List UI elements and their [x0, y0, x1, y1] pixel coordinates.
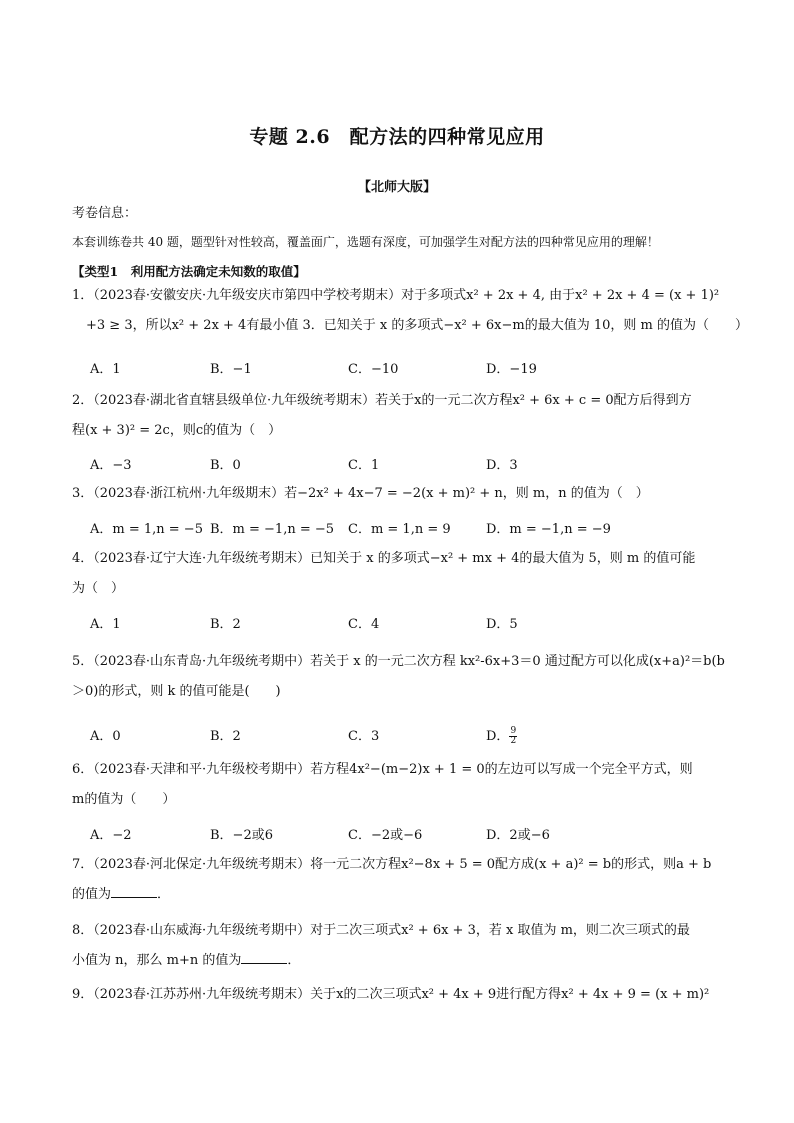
answer-blank[interactable]: [111, 885, 157, 898]
question-4: [72, 544, 695, 604]
question-stem-line: 程(x + 3)² = 2c，则c的值为（ ）: [72, 423, 282, 438]
option-b: B．0: [210, 458, 241, 473]
question-9: [72, 980, 709, 1010]
options-question-5: [90, 725, 730, 747]
question-8: [72, 916, 690, 976]
option-a: A．−2: [90, 828, 132, 843]
options-question-1: [90, 358, 730, 380]
option-d: D．2或−6: [486, 828, 550, 843]
options-question-2: [90, 454, 730, 476]
section-header-type-1: 【类型1 利用配方法确定未知数的取值】: [72, 264, 306, 279]
option-c: C．−2或−6: [348, 828, 423, 843]
question-5: [72, 647, 725, 707]
option-b: B．−2或6: [210, 828, 273, 843]
question-2: [72, 386, 692, 446]
option-d: [486, 725, 517, 746]
option-d: D．3: [486, 458, 518, 473]
question-stem-line: m的值为（ ）: [72, 792, 176, 807]
question-1: [72, 281, 748, 341]
option-a: A．−3: [90, 458, 132, 473]
page-title: 专题 2.6 配方法的四种常见应用: [249, 126, 545, 148]
question-stem-line: 9．（2023春·江苏苏州·九年级统考期末）关于x的二次三项式x² + 4x + 9进行配方得x² + 4x + 9 = (x + m)²: [72, 987, 710, 1002]
question-stem-line: [72, 946, 690, 976]
option-d: D．m = −1,n = −9: [486, 522, 611, 537]
option-d: D．5: [486, 617, 518, 632]
question-stem-line: 3．（2023春·浙江杭州·九年级期末）若−2x² + 4x−7 = −2(x + m)² + n，则 m，n 的值为（ ）: [72, 486, 649, 501]
option-a: A．0: [90, 729, 121, 744]
question-stem-line: 2．（2023春·湖北省直辖县级单位·九年级统考期末）若关于x的一元二次方程x² + 6x + c = 0配方后得到方: [72, 393, 692, 408]
fraction: [509, 727, 517, 746]
options-question-3: [90, 518, 730, 540]
option-a: A．1: [90, 362, 121, 377]
option-c: C．3: [348, 729, 380, 744]
question-stem-line: 1．（2023春·安徽安庆·九年级安庆市第四中学校考期末）对于多项式x² + 2x + 4, 由于x² + 2x + 4 = (x + 1)²: [72, 288, 720, 303]
question-stem-text: 的值为: [72, 887, 112, 902]
question-stem-line: 8．（2023春·山东威海·九年级统考期中）对于二次三项式x² + 6x + 3，若 x 取值为 m，则二次三项式的最: [72, 923, 690, 938]
exam-info-label: 考卷信息：: [72, 206, 138, 221]
fraction-numerator: 9: [510, 726, 517, 736]
option-d: D．−19: [486, 362, 537, 377]
options-question-4: [90, 613, 730, 635]
question-stem-line: 4．（2023春·辽宁大连·九年级统考期末）已知关于 x 的多项式−x² + mx + 4的最大值为 5，则 m 的值可能: [72, 551, 696, 566]
option-a: A．m = 1,n = −5: [90, 522, 203, 537]
fraction-denominator: 2: [510, 736, 517, 746]
option-b: B．2: [210, 729, 241, 744]
option-a: A．1: [90, 617, 121, 632]
option-d-label: D．: [486, 729, 510, 744]
question-3: [72, 479, 649, 509]
question-stem-line: ＞0)的形式，则 k 的值可能是( ): [72, 684, 281, 699]
question-6: [72, 755, 693, 815]
edition-label: 【北师大版】: [357, 180, 436, 195]
options-question-6: [90, 824, 730, 846]
question-stem-line: 5．（2023春·山东青岛·九年级统考期中）若关于 x 的一元二次方程 kx²-6x+3＝0 通过配方可以化成(x+a)²＝b(b: [72, 654, 725, 669]
question-stem-line: 7．（2023春·河北保定·九年级统考期末）将一元二次方程x²−8x + 5 = 0配方成(x + a)² = b的形式，则a + b: [72, 857, 712, 872]
intro-text: 本套训练卷共 40 题，题型针对性较高，覆盖面广，选题有深度，可加强学生对配方法的四种常见应用的理解！: [72, 235, 659, 249]
option-b: B．2: [210, 617, 241, 632]
question-stem-tail: ．: [287, 953, 301, 968]
option-c: C．4: [348, 617, 380, 632]
option-c: C．m = 1,n = 9: [348, 522, 451, 537]
question-stem-line: 6．（2023春·天津和平·九年级校考期中）若方程4x²−(m−2)x + 1 = 0的左边可以写成一个完全平方式，则: [72, 762, 693, 777]
answer-blank[interactable]: [241, 951, 287, 964]
option-c: C．1: [348, 458, 380, 473]
question-stem-line: +3 ≥ 3，所以x² + 2x + 4有最小值 3．已知关于 x 的多项式−x² + 6x−m的最大值为 10，则 m 的值为（ ）: [86, 318, 749, 333]
question-stem-line: 为（ ）: [72, 581, 125, 596]
question-stem-tail: ．: [157, 887, 171, 902]
question-stem-line: [72, 880, 711, 910]
question-7: [72, 850, 711, 910]
option-c: C．−10: [348, 362, 399, 377]
option-b: B．−1: [210, 362, 252, 377]
question-stem-text: 小值为 n，那么 m+n 的值为: [72, 953, 242, 968]
option-b: B．m = −1,n = −5: [210, 522, 335, 537]
